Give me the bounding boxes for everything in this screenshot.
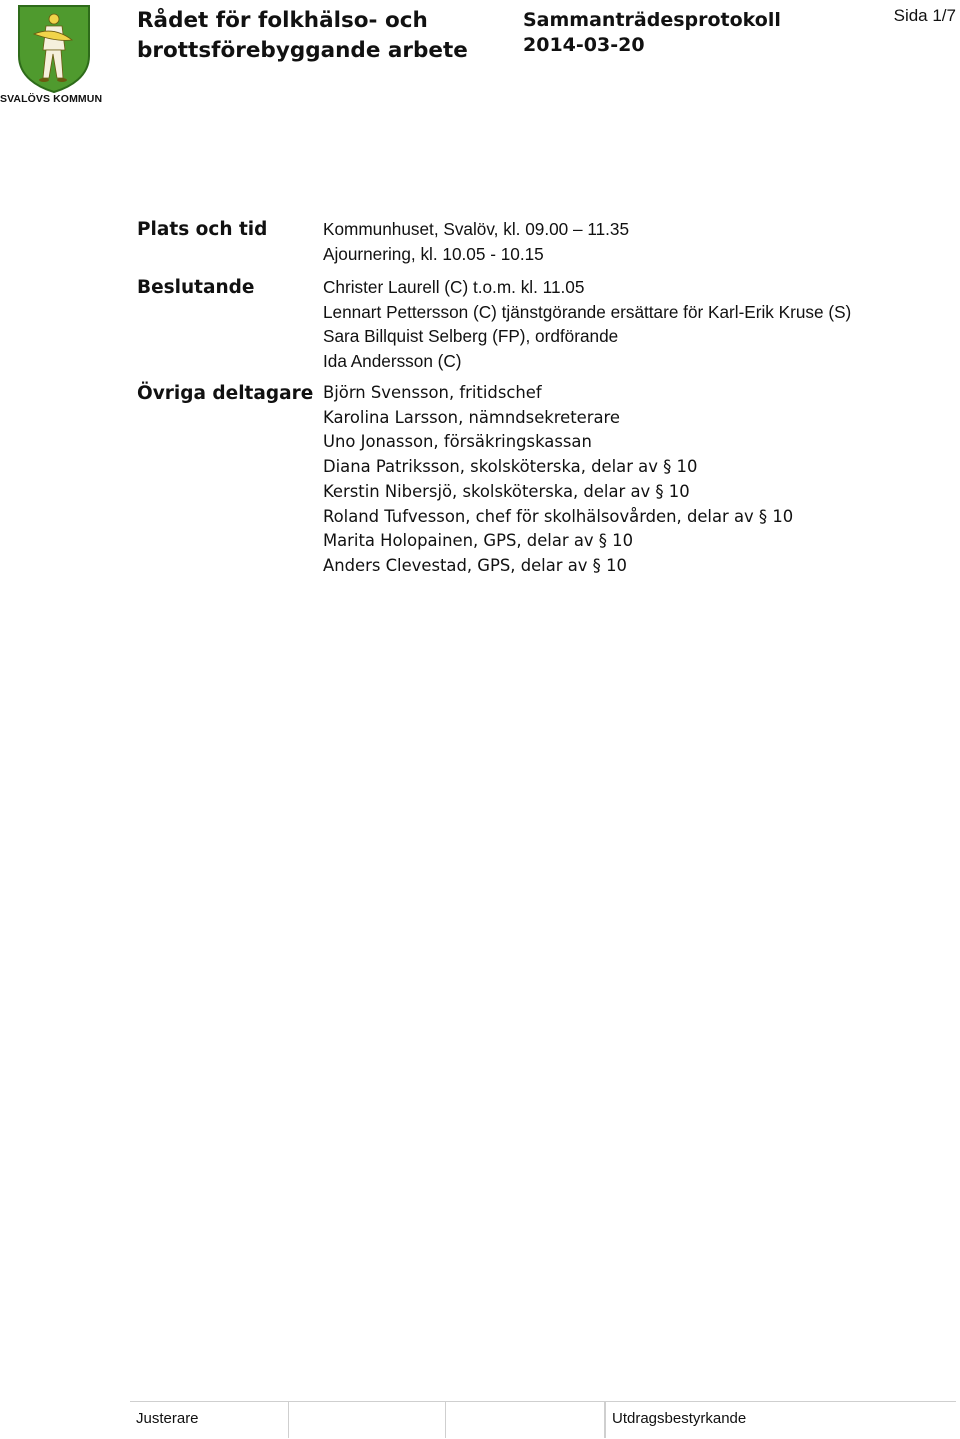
beslutande-item: Christer Laurell (C) t.o.m. kl. 11.05 [323,277,585,297]
ovriga-deltagare-label: Övriga deltagare [137,383,314,404]
beslutande-list [323,275,851,374]
participant-item: Kerstin Nibersjö, skolsköterska, delar av § 10 [323,481,690,501]
beslutande-label: Beslutande [137,277,255,298]
meeting-date: 2014-03-20 [523,34,645,56]
participant-item: Diana Patriksson, skolsköterska, delar av § 10 [323,457,698,477]
signature-cell [446,1402,605,1438]
plats-line: Kommunhuset, Svalöv, kl. 09.00 – 11.35 [323,219,630,239]
participant-item: Uno Jonasson, försäkringskassan [323,432,592,452]
beslutande-item: Sara Billquist Selberg (FP), ordförande [323,326,619,347]
beslutande-item: Lennart Pettersson (C) tjänstgörande ersättare för Karl-Erik Kruse (S) [323,301,852,322]
plats-och-tid-label: Plats och tid [137,219,268,240]
signature-cell [289,1402,446,1438]
board-title-line2: brottsförebyggande arbete [137,38,468,63]
participant-item: Karolina Larsson, nämndsekreterare [323,407,621,427]
participant-item: Marita Holopainen, GPS, delar av § 10 [323,531,634,551]
justerare-label: Justerare [136,1410,199,1427]
plats-och-tid-values [323,217,629,266]
beslutande-item: Ida Andersson (C) [323,351,462,372]
signature-footer [130,1401,956,1438]
ajournering-line: Ajournering, kl. 10.05 - 10.15 [323,243,544,264]
board-title [137,6,517,66]
ovriga-deltagare-list [323,381,793,579]
participant-item: Anders Clevestad, GPS, delar av § 10 [323,555,627,575]
utdragsbestyrkande-label: Utdragsbestyrkande [612,1410,747,1427]
participant-item: Björn Svensson, fritidschef [323,383,542,402]
utdragsbestyrkande-cell [606,1402,956,1438]
municipality-name: SVALÖVS KOMMUN [0,93,103,105]
board-title-line1: Rådet för folkhälso- och [137,8,428,33]
justerare-cell [130,1402,289,1438]
document-type: Sammanträdesprotokoll [523,9,781,31]
participant-item: Roland Tufvesson, chef för skolhälsovården, delar av § 10 [323,506,794,526]
page-number: Sida 1/7 [893,6,956,25]
municipality-crest-icon [16,4,92,94]
